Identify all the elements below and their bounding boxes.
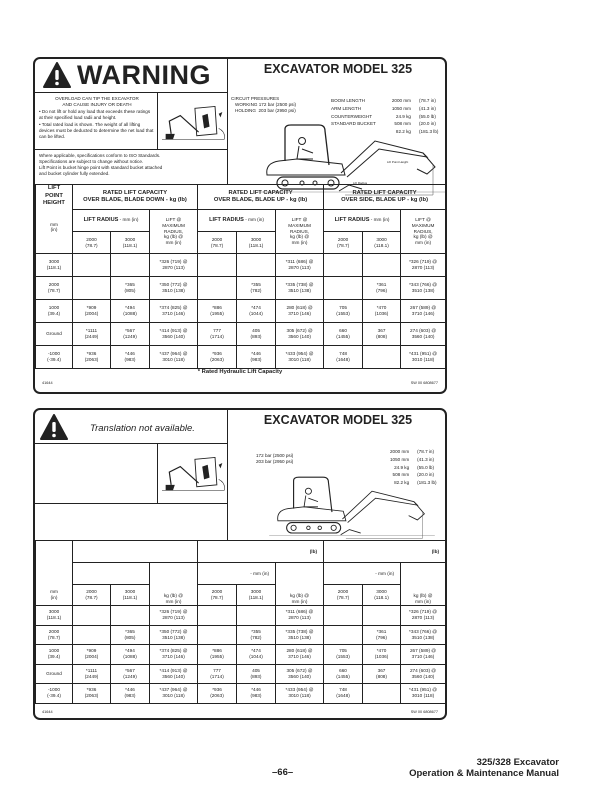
spec-row: [331, 98, 440, 104]
capacity-cell: *437 (964) @ 3010 (118): [150, 684, 198, 704]
footnote: * Rated Hydraulic Lift Capacity: [197, 369, 283, 375]
capacity-cell: *355 (782): [237, 277, 276, 300]
table-row: [36, 277, 446, 300]
capacity-cell: [324, 254, 363, 277]
capacity-cell: 705 (1553): [324, 300, 363, 323]
spec-mm: 508 mm: [394, 121, 411, 127]
lift-radius-header: [198, 210, 276, 232]
lift-point-height-header: [36, 185, 73, 254]
height-cell: 1000 (39.4): [36, 645, 73, 665]
max-radius-header: kg (lb) @ mm (in): [150, 563, 198, 606]
capacity-cell: *361 (796): [363, 625, 401, 645]
height-cell: -1000 (-39.4): [36, 684, 73, 704]
capacity-cell: 660 (1455): [324, 323, 363, 346]
radius-2000: 2000 (78.7): [198, 585, 237, 606]
capacity-cell: *567 (1249): [111, 664, 150, 684]
overload-warning: [39, 96, 155, 140]
lift-point-height-label: LIFT POINT HEIGHT: [43, 185, 65, 206]
lift-radius-header: [73, 210, 150, 232]
table-row: [36, 346, 446, 369]
table-row: [36, 323, 446, 346]
spec-in: (181.3 lb): [417, 480, 437, 486]
capacity-cell: *355 (782): [237, 625, 276, 645]
tipping-excavator-illustration: [162, 452, 226, 494]
max-radius-header: LIFT @ MAXIMUM RADIUS, kg (lb) @ mm (in): [276, 210, 324, 254]
lift-radius-label: LIFT RADIUS: [83, 217, 119, 224]
spec-row: [331, 106, 440, 112]
lift-point-height-header: [36, 541, 73, 606]
spec-mm: 2000 mm: [391, 98, 411, 103]
capacity-cell: [111, 254, 150, 277]
capacity-cell: [198, 254, 237, 277]
bullet-1: • Do not lift or hold any load that exceeds these ratings at their specified load radii and height.: [39, 109, 151, 120]
holding-value: 203 bar (2950 psi): [258, 108, 296, 113]
capacity-cell: *326 (719) @ 2870 (113): [401, 254, 446, 277]
spec-mm: 1050 mm: [390, 456, 410, 462]
capacity-cell: *343 (766) @ 3510 (138): [401, 277, 446, 300]
translated-decal: [33, 408, 447, 720]
warning-triangle-icon: [43, 62, 71, 89]
excavator-diagram: [257, 472, 447, 540]
capacity-group-header: RATED LIFT CAPACITY OVER BLADE, BLADE DOWN - kg (lb): [73, 185, 198, 210]
capacity-cell: *446 (983): [111, 684, 150, 704]
tipping-excavator-illustration: [162, 101, 226, 143]
capacity-cell: *567 (1249): [111, 323, 150, 346]
capacity-cell: *936 (2063): [73, 684, 111, 704]
capacity-cell: 405 (893): [237, 664, 276, 684]
spec-in: (55.0 lb): [417, 464, 435, 470]
spec-in: (181.3 lb): [419, 129, 439, 135]
height-cell: 1000 (39.4): [36, 300, 73, 323]
capacity-cell: [73, 277, 111, 300]
capacity-cell: *936 (2063): [198, 684, 237, 704]
capacity-cell: *335 (738) @ 3510 (138): [276, 277, 324, 300]
lift-radius-header: - mm (in): [324, 563, 401, 585]
working-value: 172 bar (2500 psi): [258, 102, 297, 107]
max-radius-header: LIFT @ MAXIMUM RADIUS, kg (lb) @ mm (in): [150, 210, 198, 254]
capacity-cell: *374 (825) @ 3710 (146): [150, 645, 198, 665]
bullet-2: • Total rated load is shown. The weight of all lifting devices must be deducted to determine the net load that can be lifted.: [39, 122, 154, 139]
spec-in: (78.7 in): [419, 98, 436, 103]
capacity-cell: 274 (603) @ 3560 (140): [401, 323, 446, 346]
radius-3000: 3000 (118.1): [363, 232, 401, 254]
part-code-right: SW 00 6808677: [410, 381, 438, 385]
capacity-cell: *311 (686) @ 2870 (113): [276, 254, 324, 277]
table-row: [36, 684, 446, 704]
capacity-cell: *431 (951) @ 3010 (118): [401, 346, 446, 369]
capacity-cell: [237, 606, 276, 626]
capacity-cell: 280 (618) @ 3710 (146): [276, 300, 324, 323]
lift-capacity-table: [35, 184, 446, 369]
capacity-cell: *1111 (2449): [73, 664, 111, 684]
model-title: EXCAVATOR MODEL 325: [263, 62, 413, 76]
radius-3000: 3000 (118.1): [237, 585, 276, 606]
capacity-cell: *326 (719) @ 2870 (113): [150, 606, 198, 626]
capacity-cell: 705 (1553): [324, 645, 363, 665]
capacity-cell: [73, 625, 111, 645]
capacity-cell: 280 (618) @ 3710 (146): [276, 645, 324, 665]
capacity-cell: 305 (672) @ 3560 (140): [276, 664, 324, 684]
lift-radius-header: [73, 563, 150, 585]
lift-radius-units: - mm (in): [118, 217, 139, 223]
lift-capacity-table: [35, 540, 446, 704]
header-row: [36, 185, 446, 210]
capacity-cell: 777 (1714): [198, 323, 237, 346]
spec-mm: 508 mm: [392, 472, 410, 478]
table-row: [36, 254, 446, 277]
spec-mm: 24.9 kg: [395, 113, 411, 119]
capacity-group-header: RATED LIFT CAPACITY OVER SIDE, BLADE UP - kg (lb): [324, 185, 446, 210]
height-cell: 3000 (118.1): [36, 606, 73, 626]
model-title: EXCAVATOR MODEL 325: [263, 413, 413, 427]
capacity-cell: *350 (772) @ 3510 (138): [150, 277, 198, 300]
capacity-cell: *326 (719) @ 2870 (113): [401, 606, 446, 626]
capacity-cell: *361 (796): [363, 277, 401, 300]
circuit-pressures: [231, 96, 296, 114]
spec-in: (20.0 in): [417, 472, 435, 478]
capacity-cell: [73, 606, 111, 626]
spec-mm: 1050 mm: [391, 105, 411, 111]
warning-title: WARNING: [77, 60, 211, 90]
spec-notes: Where applicable, specifications conform to ISO Standards. Specifications are subject to change without notice. Lift Point is bucket hinge point with standard bucket attached and bucket cylinder fully extended.: [39, 153, 163, 176]
header-row: [36, 232, 446, 254]
capacity-cell: *446 (983): [237, 684, 276, 704]
capacity-group-header: (lb): [198, 541, 324, 563]
height-cell: -1000 (-39.4): [36, 346, 73, 369]
capacity-cell: [198, 606, 237, 626]
warning-header: [35, 59, 227, 92]
capacity-cell: 367 (808): [363, 323, 401, 346]
capacity-cell: *433 (954) @ 3010 (118): [276, 346, 324, 369]
radius-3000: 3000 (118.1): [237, 232, 276, 254]
table-row: [36, 625, 446, 645]
spec-label: COUNTERWEIGHT: [331, 113, 373, 119]
capacity-cell: *374 (825) @ 3710 (146): [150, 300, 198, 323]
radius-3000: 3000 (118.1): [363, 585, 401, 606]
capacity-cell: 305 (672) @ 3560 (140): [276, 323, 324, 346]
holding-value: 203 bar (2950 psi): [256, 459, 294, 464]
height-cell: 2000 (78.7): [36, 277, 73, 300]
capacity-cell: *909 (2004): [73, 300, 111, 323]
radius-2000: 2000 (78.7): [324, 585, 363, 606]
spec-row: [390, 449, 439, 455]
spec-mm: 2000 mm: [390, 449, 410, 454]
radius-2000: 2000 (78.7): [73, 232, 111, 254]
capacity-cell: 777 (1714): [198, 664, 237, 684]
capacity-cell: *365 (805): [111, 625, 150, 645]
capacity-group-header: [73, 541, 198, 563]
height-cell: 2000 (78.7): [36, 625, 73, 645]
capacity-cell: 748 (1648): [324, 684, 363, 704]
capacity-cell: *437 (964) @ 3010 (118): [150, 346, 198, 369]
spec-mm: 82.2 kg: [394, 480, 410, 486]
manual-title: [409, 757, 559, 779]
capacity-group-header: RATED LIFT CAPACITY OVER BLADE, BLADE UP - kg (lb): [198, 185, 324, 210]
capacity-cell: [198, 277, 237, 300]
pressures-title: CIRCUIT PRESSURES: [231, 96, 280, 101]
capacity-cell: *414 (913) @ 3560 (140): [150, 323, 198, 346]
part-code-left: 41644: [42, 710, 53, 714]
warning-triangle-icon: [40, 414, 68, 441]
capacity-cell: [324, 277, 363, 300]
capacity-cell: *343 (766) @ 3510 (138): [401, 625, 446, 645]
lift-radius-label: LIFT RADIUS: [209, 217, 244, 224]
capacity-cell: 748 (1648): [324, 346, 363, 369]
capacity-cell: *446 (983): [111, 346, 150, 369]
capacity-cell: *474 (1044): [237, 645, 276, 665]
spec-row: [390, 457, 439, 463]
capacity-cell: *936 (2063): [198, 346, 237, 369]
max-radius-header: kg (lb) @ mm (in): [401, 563, 446, 606]
header-row: [36, 541, 446, 563]
capacity-cell: [198, 625, 237, 645]
spec-in: (55.0 lb): [419, 113, 436, 119]
capacity-cell: 267 (589) @ 3710 (146): [401, 300, 446, 323]
table-row: [36, 606, 446, 626]
radius-2000: 2000 (78.7): [73, 585, 111, 606]
spec-row: [390, 465, 439, 471]
table-row: [36, 664, 446, 684]
capacity-cell: *350 (772) @ 3510 (138): [150, 625, 198, 645]
manual-title-line2: Operation & Maintenance Manual: [409, 768, 559, 779]
capacity-cell: 267 (589) @ 3710 (146): [401, 645, 446, 665]
capacity-cell: *886 (1955): [198, 300, 237, 323]
holding-label: HOLDING: [235, 108, 256, 113]
spec-in: (20.0 in): [419, 121, 436, 127]
height-cell: Ground: [36, 323, 73, 346]
spec-mm: 24.9 kg: [394, 464, 410, 470]
max-radius-header: kg (lb) @ mm (in): [276, 563, 324, 606]
capacity-cell: [73, 254, 111, 277]
capacity-cell: [363, 606, 401, 626]
working-value: 172 bar (2500 psi): [256, 453, 294, 458]
lift-radius-units: - mm (in): [243, 217, 264, 223]
capacity-cell: [363, 346, 401, 369]
spec-in: (41.3 in): [419, 105, 436, 111]
overload-title: OVERLOAD CAN TIP THE EXCAVATOR AND CAUSE INJURY OR DEATH: [55, 96, 139, 107]
capacity-cell: *474 (1044): [237, 300, 276, 323]
capacity-cell: *936 (2063): [73, 346, 111, 369]
capacity-cell: [363, 684, 401, 704]
height-cell: 3000 (118.1): [36, 254, 73, 277]
capacity-cell: *494 (1088): [111, 300, 150, 323]
capacity-cell: [363, 254, 401, 277]
radius-2000: 2000 (78.7): [198, 232, 237, 254]
header-row: [36, 210, 446, 232]
capacity-cell: *909 (2004): [73, 645, 111, 665]
lift-radius-label: LIFT RADIUS: [334, 217, 370, 224]
capacity-cell: 274 (603) @ 3560 (140): [401, 664, 446, 684]
spec-in: (78.7 in): [417, 449, 435, 454]
lift-radius-label: Lift Radius: [353, 181, 368, 185]
height-units: mm (in): [50, 221, 58, 233]
spec-label: BOOM LENGTH: [331, 98, 365, 103]
translation-notice: Translation not available.: [90, 423, 195, 434]
capacity-cell: [111, 606, 150, 626]
capacity-cell: *433 (954) @ 3010 (118): [276, 684, 324, 704]
radius-3000: 3000 (118.1): [111, 585, 150, 606]
radius-2000: 2000 (78.7): [324, 232, 363, 254]
lift-radius-header: [324, 210, 401, 232]
lift-radius-header: - mm (in): [198, 563, 276, 585]
capacity-cell: 367 (808): [363, 664, 401, 684]
capacity-cell: 660 (1455): [324, 664, 363, 684]
spec-mm: 82.2 kg: [395, 129, 411, 135]
header-row: [36, 585, 446, 606]
capacity-cell: *470 (1036): [363, 300, 401, 323]
header-row: [36, 563, 446, 585]
lift-radius-units: - mm (in): [369, 217, 390, 223]
capacity-cell: *365 (805): [111, 277, 150, 300]
capacity-cell: 405 (893): [237, 323, 276, 346]
radius-3000: 3000 (118.1): [111, 232, 150, 254]
capacity-cell: *311 (686) @ 2870 (113): [276, 606, 324, 626]
max-radius-header: LIFT @ MAXIMUM RADIUS, kg (lb) @ mm (in): [401, 210, 446, 254]
capacity-cell: *1111 (2449): [73, 323, 111, 346]
capacity-cell: *886 (1955): [198, 645, 237, 665]
spec-in: (41.3 in): [417, 456, 435, 462]
spec-label: ARM LENGTH: [331, 105, 362, 111]
warning-decal: [33, 57, 447, 394]
height-cell: Ground: [36, 664, 73, 684]
circuit-pressures: [256, 453, 293, 465]
spec-label: STANDARD BUCKET: [331, 121, 376, 127]
capacity-cell: *326 (719) @ 2870 (113): [150, 254, 198, 277]
capacity-cell: *335 (738) @ 3510 (138): [276, 625, 324, 645]
capacity-cell: *470 (1036): [363, 645, 401, 665]
part-code-left: 41644: [42, 381, 53, 385]
lift-point-height-label: Lift Point Height: [387, 160, 409, 164]
capacity-cell: *494 (1088): [111, 645, 150, 665]
capacity-group-header: (lb): [324, 541, 446, 563]
height-units: mm (in): [50, 589, 58, 600]
capacity-cell: [324, 625, 363, 645]
capacity-cell: [324, 606, 363, 626]
capacity-cell: *446 (983): [237, 346, 276, 369]
part-code-right: SW 00 6808677: [410, 710, 438, 714]
capacity-cell: *414 (913) @ 3560 (140): [150, 664, 198, 684]
table-row: [36, 300, 446, 323]
capacity-cell: *431 (951) @ 3010 (118): [401, 684, 446, 704]
manual-title-line1: 325/328 Excavator: [476, 757, 559, 768]
working-label: WORKING: [235, 102, 258, 107]
page-number: –66–: [272, 767, 294, 778]
capacity-cell: [237, 254, 276, 277]
table-row: [36, 645, 446, 665]
